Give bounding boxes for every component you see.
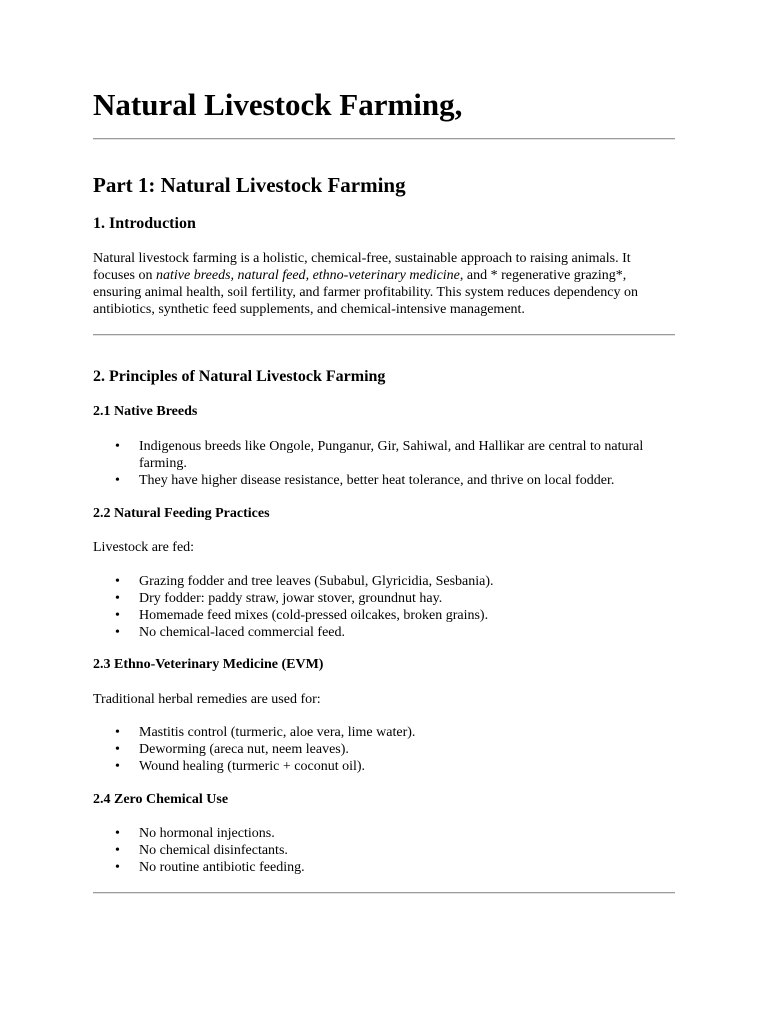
bullet-icon: •	[115, 826, 120, 841]
list-item-text: Mastitis control (turmeric, aloe vera, lime water).	[139, 725, 416, 740]
list-item	[93, 741, 675, 758]
bullet-icon: •	[115, 591, 120, 606]
native-breeds-list	[93, 438, 675, 489]
bullet-icon: •	[115, 725, 120, 740]
native-breeds-heading: 2.1 Native Breeds	[93, 404, 198, 419]
intro-text-a: Natural livestock farming is a holistic, chemical-free, sustainable approach to raising animals. It focuses on	[93, 251, 631, 283]
intro-sep-1: ,	[230, 268, 238, 283]
intro-paragraph	[93, 250, 675, 318]
zero-chemical-list	[93, 825, 675, 876]
list-item	[93, 624, 675, 641]
feeding-list	[93, 573, 675, 641]
bullet-icon: •	[115, 608, 120, 623]
list-item-text: Indigenous breeds like Ongole, Punganur, Gir, Sahiwal, and Hallikar are central to natural farming.	[139, 439, 644, 471]
list-item-text: No chemical-laced commercial feed.	[139, 625, 345, 640]
list-item	[93, 573, 675, 590]
evm-intro: Traditional herbal remedies are used for:	[93, 692, 321, 707]
list-item-text: They have higher disease resistance, better heat tolerance, and thrive on local fodder.	[139, 473, 615, 488]
intro-text-b: , and * regenerative grazing*, ensuring animal health, soil fertility, and farmer profitability. This system reduces dependency on antibiotics, synthetic feed supplements, and chemical-intensive management.	[93, 268, 638, 317]
intro-em-natural-feed: natural feed	[237, 268, 306, 283]
list-item	[93, 607, 675, 624]
list-item	[93, 842, 675, 859]
bullet-icon: •	[115, 843, 120, 858]
feeding-intro: Livestock are fed:	[93, 540, 195, 555]
list-item	[93, 724, 675, 741]
bullet-icon: •	[115, 473, 120, 488]
list-item-text: No routine antibiotic feeding.	[139, 860, 305, 875]
divider	[93, 138, 675, 140]
document-title: Natural Livestock Farming,	[93, 87, 463, 122]
intro-heading: 1. Introduction	[93, 215, 196, 232]
divider	[93, 334, 675, 336]
list-item-text: Homemade feed mixes (cold-pressed oilcakes, broken grains).	[139, 608, 489, 623]
part1-heading: Part 1: Natural Livestock Farming	[93, 173, 406, 197]
intro-em-native-breeds: native breeds	[156, 268, 231, 283]
list-item-text: Wound healing (turmeric + coconut oil).	[139, 759, 366, 774]
feeding-heading: 2.2 Natural Feeding Practices	[93, 506, 270, 521]
bullet-icon: •	[115, 759, 120, 774]
bullet-icon: •	[115, 860, 120, 875]
principles-heading: 2. Principles of Natural Livestock Farming	[93, 368, 386, 385]
list-item-text: Deworming (areca nut, neem leaves).	[139, 742, 349, 757]
list-item	[93, 758, 675, 775]
list-item	[93, 825, 675, 842]
bullet-icon: •	[115, 625, 120, 640]
list-item-text: Dry fodder: paddy straw, jowar stover, groundnut hay.	[139, 591, 443, 606]
list-item	[93, 472, 675, 489]
list-item	[93, 438, 675, 472]
evm-list	[93, 724, 675, 775]
bullet-icon: •	[115, 574, 120, 589]
list-item-text: No chemical disinfectants.	[139, 843, 288, 858]
intro-sep-2: ,	[305, 268, 313, 283]
list-item-text: No hormonal injections.	[139, 826, 275, 841]
list-item	[93, 859, 675, 876]
bullet-icon: •	[115, 439, 120, 454]
intro-em-evm: ethno-veterinary medicine	[312, 268, 460, 283]
list-item	[93, 590, 675, 607]
bullet-icon: •	[115, 742, 120, 757]
evm-heading: 2.3 Ethno-Veterinary Medicine (EVM)	[93, 657, 324, 672]
list-item-text: Grazing fodder and tree leaves (Subabul, Glyricidia, Sesbania).	[139, 574, 494, 589]
divider	[93, 892, 675, 894]
zero-chemical-heading: 2.4 Zero Chemical Use	[93, 792, 229, 807]
